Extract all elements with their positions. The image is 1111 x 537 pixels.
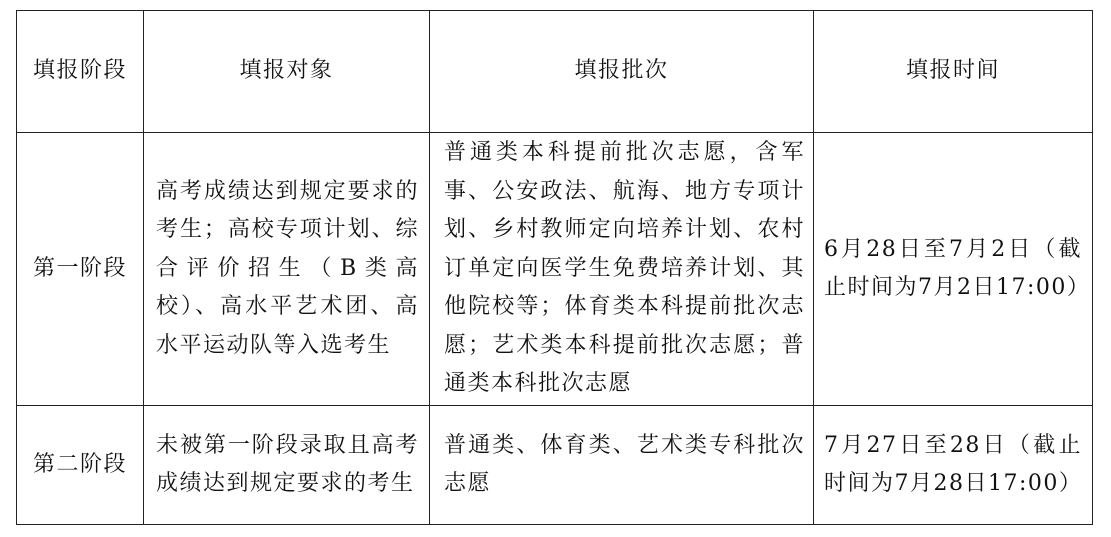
cell-stage: 第一阶段 <box>17 133 144 406</box>
cell-time: 6月28日至7月2日（截止时间为7月2日17:00） <box>814 133 1093 406</box>
cell-time: 7月27日至28日（截止时间为7月28日17:00） <box>814 406 1093 525</box>
header-target: 填报对象 <box>144 11 430 133</box>
cell-target: 高考成绩达到规定要求的考生；高校专项计划、综合评价招生（B类高校）、高水平艺术团、高水平运动队等入选考生 <box>144 133 430 406</box>
header-batch: 填报批次 <box>430 11 814 133</box>
cell-target: 未被第一阶段录取且高考成绩达到规定要求的考生 <box>144 406 430 525</box>
header-stage: 填报阶段 <box>17 11 144 133</box>
cell-batch: 普通类本科提前批次志愿，含军事、公安政法、航海、地方专项计划、乡村教师定向培养计划、农村订单定向医学生免费培养计划、其他院校等；体育类本科提前批次志愿；艺术类本科提前批次志愿；普通类本科批次志愿 <box>430 133 814 406</box>
cell-batch: 普通类、体育类、艺术类专科批次志愿 <box>430 406 814 525</box>
schedule-table <box>16 10 1093 525</box>
table-row <box>17 406 1093 525</box>
table-header-row <box>17 11 1093 133</box>
table-row <box>17 133 1093 406</box>
header-time: 填报时间 <box>814 11 1093 133</box>
cell-stage: 第二阶段 <box>17 406 144 525</box>
